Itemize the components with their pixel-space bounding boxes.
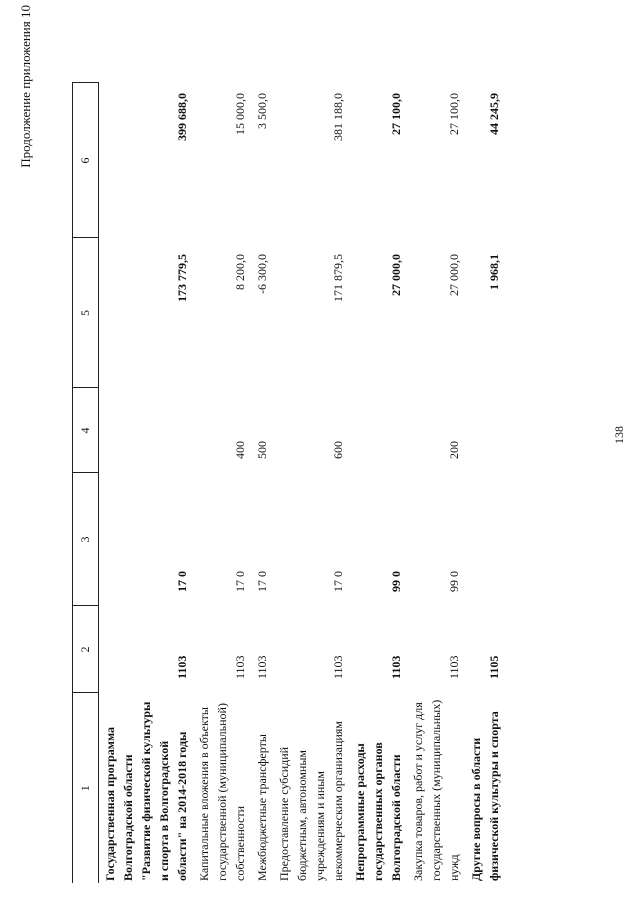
table-row: [99, 83, 194, 883]
row-amount-change: 27 000,0: [447, 254, 461, 296]
row-type: 200: [447, 441, 461, 459]
row-amount-change: 173 779,5: [175, 254, 189, 302]
row-amount-change: 171 879,5: [331, 254, 345, 302]
row-target: 17 0: [331, 571, 345, 592]
row-name: Другие вопросы в области физической культуры и спорта: [469, 711, 501, 881]
row-name: Непрограммные расходы государственных органов Волгоградской области: [353, 742, 403, 881]
row-name: Предоставление субсидий бюджетным, автономным учреждениям и иным некоммерческим организациям: [277, 721, 345, 881]
row-amount-change: 27 000,0: [389, 254, 403, 296]
row-target: 17 0: [233, 571, 247, 592]
column-header-5: 5: [73, 238, 99, 388]
row-amount-total: 15 000,0: [233, 93, 247, 135]
page-number: 138: [612, 426, 626, 444]
row-section: 1103: [175, 655, 189, 679]
table-row: [251, 83, 273, 883]
row-amount-total: 44 245,9: [487, 93, 501, 135]
table-row: [349, 83, 407, 883]
budget-table: [72, 83, 505, 884]
column-header-1: 1: [73, 693, 99, 883]
row-amount-total: 27 100,0: [447, 93, 461, 135]
row-type: 600: [331, 441, 345, 459]
column-header-2: 2: [73, 606, 99, 693]
table-row: [193, 83, 251, 883]
row-section: 1103: [389, 655, 403, 679]
row-section: 1103: [331, 655, 345, 679]
row-name: Государственная программа Волгоградской области "Развитие физической культуры и спорта в Волгоградской области" на 2014-2018 годы: [103, 701, 189, 881]
row-target: 99 0: [447, 571, 461, 592]
table-row: [465, 83, 505, 883]
row-name: Капитальные вложения в объекты государственной (муниципальной) собственности: [197, 703, 247, 881]
row-type: [99, 388, 194, 473]
row-type: [465, 388, 505, 473]
row-amount-change: 8 200,0: [233, 254, 247, 290]
row-name: Межбюджетные трансферты: [255, 734, 269, 881]
row-target: 17 0: [175, 571, 189, 592]
continuation-note: Продолжение приложения 10: [18, 5, 33, 168]
column-header-6: 6: [73, 83, 99, 238]
row-section: 1103: [255, 655, 269, 679]
row-amount-total: 399 688,0: [175, 93, 189, 141]
row-target: 99 0: [389, 571, 403, 592]
table-row: [273, 83, 349, 883]
row-type: 500: [255, 441, 269, 459]
row-section: 1105: [487, 655, 501, 679]
row-amount-total: 27 100,0: [389, 93, 403, 135]
row-section: 1103: [233, 655, 247, 679]
row-amount-change: 1 968,1: [487, 254, 501, 290]
column-number-row: [73, 83, 99, 883]
column-header-3: 3: [73, 473, 99, 606]
row-target: [465, 473, 505, 606]
row-amount-total: 3 500,0: [255, 93, 269, 129]
row-type: 400: [233, 441, 247, 459]
table-row: [407, 83, 465, 883]
row-amount-total: 381 188,0: [331, 93, 345, 141]
row-target: 17 0: [255, 571, 269, 592]
row-section: 1103: [447, 655, 461, 679]
row-amount-change: -6 300,0: [255, 254, 269, 294]
row-name: Закупка товаров, работ и услуг для государственных (муниципальных) нужд: [411, 699, 461, 881]
row-type: [349, 388, 407, 473]
column-header-4: 4: [73, 388, 99, 473]
